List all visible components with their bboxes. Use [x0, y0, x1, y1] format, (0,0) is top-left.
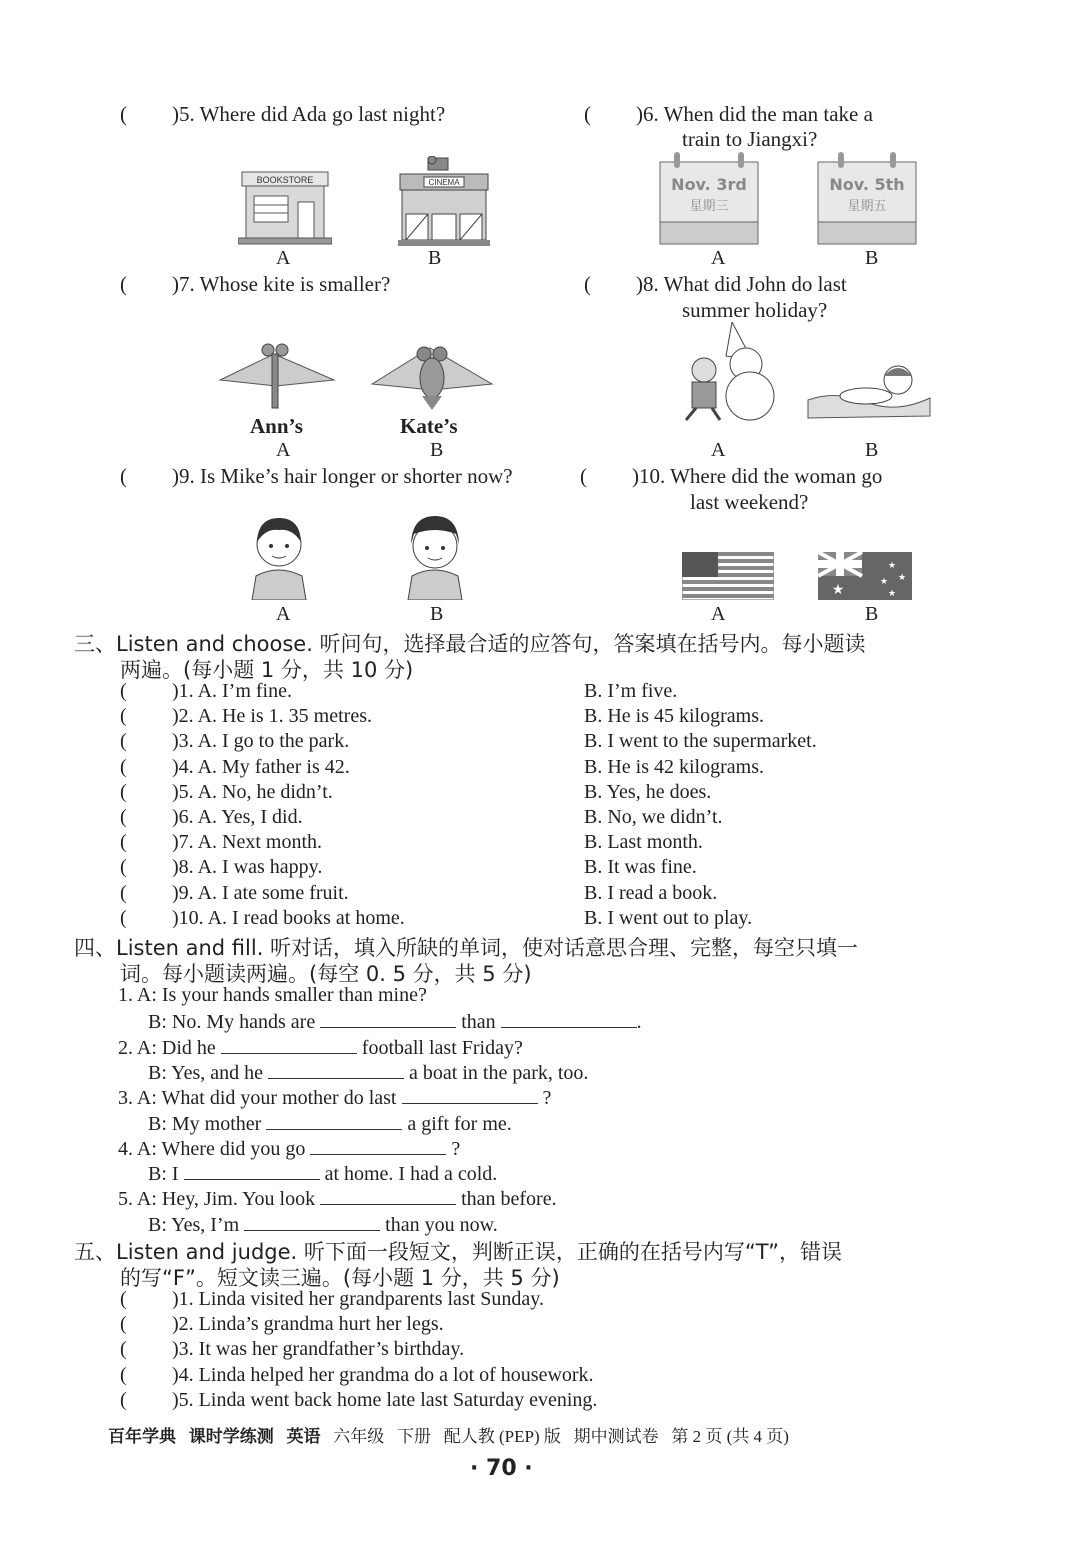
answer-paren[interactable]: (: [120, 755, 127, 778]
fill-blank[interactable]: [221, 1035, 357, 1054]
answer-paren[interactable]: (: [120, 1388, 127, 1411]
fill-blank[interactable]: [320, 1009, 456, 1028]
answer-paren[interactable]: (: [120, 730, 127, 753]
answer-paren[interactable]: (: [120, 806, 127, 828]
section3-option-b: B. Yes, he does.: [584, 780, 712, 803]
fish-kite-picture: [370, 340, 494, 410]
section5-item: ( )5. Linda went back home late last Saturday evening.: [120, 1388, 598, 1411]
section4-title-line2: 词。每小题读两遍。(每空 0. 5 分，共 5 分): [120, 962, 532, 986]
section3-option-b: B. Last month.: [584, 831, 703, 854]
section4-row: B: No. My hands are than .: [148, 1011, 642, 1034]
answer-paren[interactable]: (: [120, 881, 127, 904]
q7-label-b: B: [430, 439, 444, 461]
answer-paren[interactable]: (: [120, 680, 127, 702]
q8-label-a: A: [711, 439, 726, 461]
answer-paren[interactable]: (: [120, 831, 127, 854]
fill-blank[interactable]: [320, 1186, 456, 1205]
kate-kite-name: Kate’s: [400, 414, 458, 438]
section3-title-line2: 两遍。(每小题 1 分，共 10 分): [120, 658, 414, 682]
snowman-picture: [676, 322, 790, 422]
footer-volume: 下册: [397, 1427, 431, 1446]
page-number: · 70 ·: [470, 1456, 533, 1481]
section3-option-b: B. No, we didn’t.: [584, 806, 723, 828]
footer-series: 课时学练测: [188, 1427, 274, 1447]
page-footer: [108, 1422, 789, 1447]
section5-item: ( )2. Linda’s grandma hurt her legs.: [120, 1313, 444, 1336]
section4-row: 1. A: Is your hands smaller than mine?: [118, 984, 427, 1006]
q10-label-b: B: [865, 603, 879, 625]
cinema-picture: [398, 156, 490, 246]
section5-item: ( )3. It was her grandfather’s birthday.: [120, 1338, 465, 1361]
section3-item: ( )7. A. Next month.: [120, 831, 323, 854]
section3-option-b: B. I went to the supermarket.: [584, 730, 817, 753]
q6-label-a: A: [711, 247, 726, 269]
footer-edition: 配人教 (PEP) 版: [443, 1427, 561, 1446]
section5-title: 五、Listen and judge. 听下面一段短文，判断正误，正确的在括号内写“T”，错误: [74, 1240, 842, 1264]
q7-label-a: A: [276, 439, 291, 461]
calendar-b-picture: [816, 152, 918, 246]
section5-item: ( )4. Linda helped her grandma do a lot of housework.: [120, 1363, 594, 1386]
section3-item: ( )1. A. I’m fine.: [120, 680, 292, 702]
q5-label-a: A: [276, 247, 291, 269]
section4-title: 四、Listen and fill. 听对话，填入所缺的单词，使对话意思合理、完整，每空只填一: [74, 936, 859, 960]
section3-option-b: B. I went out to play.: [584, 906, 753, 929]
calendar-a-day: 星期三: [689, 199, 729, 214]
answer-paren[interactable]: (: [120, 1363, 127, 1386]
q8-question-line2: summer holiday?: [682, 298, 828, 322]
section3-item: ( )3. A. I go to the park.: [120, 730, 350, 753]
fill-blank[interactable]: [268, 1060, 404, 1079]
section4-row: B: Yes, I’m than you now.: [148, 1213, 498, 1236]
q7-question: ( )7. Whose kite is smaller?: [120, 272, 391, 296]
section4-row: 5. A: Hey, Jim. You look than before.: [118, 1188, 557, 1211]
usa-flag-picture: [682, 552, 774, 600]
section3-item: ( )9. A. I ate some fruit.: [120, 881, 349, 904]
dragonfly-kite-picture: [216, 340, 338, 410]
q9-label-a: A: [276, 603, 291, 625]
footer-test: 期中测试卷: [573, 1427, 659, 1446]
section3-item: ( )4. A. My father is 42.: [120, 755, 350, 778]
calendar-a-picture: [658, 152, 760, 246]
section4-row: B: My mother a gift for me.: [148, 1112, 512, 1135]
svg-text:★: ★: [888, 588, 897, 598]
section3-item: ( )8. A. I was happy.: [120, 856, 323, 879]
section5-item: ( )1. Linda visited her grandparents last Sunday.: [120, 1288, 544, 1310]
fill-blank[interactable]: [244, 1212, 380, 1231]
cinema-sign: CINEMA: [428, 178, 460, 187]
q8-label-b: B: [865, 439, 879, 461]
section4-row: 4. A: Where did you go ?: [118, 1137, 461, 1160]
section3-option-b: B. He is 45 kilograms.: [584, 705, 764, 728]
q9-label-b: B: [430, 603, 444, 625]
q6-question-line2: train to Jiangxi?: [682, 127, 818, 151]
section4-row: B: I at home. I had a cold.: [148, 1163, 498, 1186]
section3-item: ( )10. A. I read books at home.: [120, 906, 405, 929]
q9-question: ( )9. Is Mike’s hair longer or shorter now?: [120, 464, 513, 488]
section3-item: ( )6. A. Yes, I did.: [120, 806, 303, 828]
section4-row: 2. A: Did he football last Friday?: [118, 1036, 523, 1059]
footer-subject: 英语: [286, 1427, 321, 1447]
answer-paren[interactable]: (: [120, 1338, 127, 1361]
fill-blank[interactable]: [402, 1085, 538, 1104]
australia-flag-picture: [818, 552, 912, 600]
calendar-b-day: 星期五: [847, 199, 887, 214]
section4-row: B: Yes, and he a boat in the park, too.: [148, 1061, 589, 1084]
svg-text:★: ★: [888, 560, 897, 570]
q8-question: ( )8. What did John do last: [584, 272, 847, 296]
q5-label-b: B: [428, 247, 442, 269]
fill-blank[interactable]: [310, 1136, 446, 1155]
answer-paren[interactable]: (: [120, 856, 127, 879]
q6-question: ( )6. When did the man take a: [584, 102, 873, 126]
q10-question: ( )10. Where did the woman go: [580, 464, 883, 488]
answer-paren[interactable]: (: [120, 780, 127, 803]
section3-option-b: B. I read a book.: [584, 881, 718, 904]
section3-item: ( )2. A. He is 1. 35 metres.: [120, 705, 372, 728]
fill-blank[interactable]: [501, 1009, 637, 1028]
bookstore-sign: BOOKSTORE: [256, 175, 314, 185]
fill-blank[interactable]: [266, 1111, 402, 1130]
swimming-picture: [806, 360, 932, 420]
q10-question-line2: last weekend?: [690, 490, 809, 514]
svg-text:★: ★: [831, 583, 845, 598]
section3-item: ( )5. A. No, he didn’t.: [120, 780, 333, 803]
footer-page-info: 第 2 页 (共 4 页): [671, 1427, 789, 1446]
ann-kite-name: Ann’s: [250, 414, 303, 438]
bookstore-picture: [238, 168, 332, 246]
q10-label-a: A: [711, 603, 726, 625]
q6-label-b: B: [865, 247, 879, 269]
calendar-b-date: Nov. 5th: [829, 175, 905, 194]
svg-text:★: ★: [898, 572, 907, 582]
section4-row: 3. A: What did your mother do last ?: [118, 1087, 552, 1110]
answer-paren[interactable]: (: [120, 1288, 127, 1310]
section3-title: 三、Listen and choose. 听问句，选择最合适的应答句，答案填在括号内。每小题读: [74, 632, 866, 656]
section3-option-b: B. I’m five.: [584, 680, 678, 702]
boy-a-picture: [248, 512, 310, 600]
answer-paren[interactable]: (: [120, 906, 127, 929]
fill-blank[interactable]: [184, 1161, 320, 1180]
footer-grade: 六年级: [333, 1427, 385, 1446]
svg-text:★: ★: [880, 576, 889, 586]
section3-option-b: B. It was fine.: [584, 856, 697, 879]
footer-brand: 百年学典: [108, 1427, 176, 1447]
q5-question: ( )5. Where did Ada go last night?: [120, 102, 446, 126]
boy-b-picture: [404, 512, 466, 600]
answer-paren[interactable]: (: [120, 1313, 127, 1336]
section5-title-line2: 的写“F”。短文读三遍。(每小题 1 分，共 5 分): [120, 1266, 560, 1290]
section3-option-b: B. He is 42 kilograms.: [584, 755, 764, 778]
answer-paren[interactable]: (: [120, 705, 127, 728]
calendar-a-date: Nov. 3rd: [671, 175, 747, 194]
